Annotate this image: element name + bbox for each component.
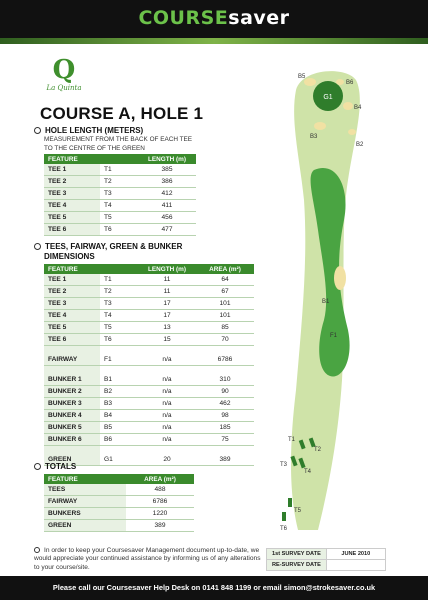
survey-first-value: JUNE 2010 [326, 549, 385, 560]
dimensions-heading-text-1: TEES, FAIRWAY, GREEN & BUNKER [45, 242, 183, 251]
value-cell: 385 [138, 164, 196, 176]
label-b5: B5 [298, 74, 306, 80]
table-row [44, 274, 254, 286]
value-cell: 11 [138, 274, 196, 286]
update-note-text: In order to keep your Coursesaver Management document up-to-date, we would appreciate your continued assistance by informing us of any alterations to your course/site. [34, 547, 261, 571]
totals-table [44, 474, 194, 532]
feature-cell: TEE 1 [44, 274, 100, 286]
value-cell: 15 [138, 334, 196, 346]
feature-cell: GREEN [44, 446, 100, 466]
feature-cell: BUNKERS [44, 508, 126, 520]
logo-letter: Q [52, 55, 76, 85]
feature-cell: BUNKER 1 [44, 366, 100, 386]
hole-map [268, 60, 388, 540]
hole-length-heading-text: HOLE LENGTH (METERS) [45, 126, 144, 135]
feature-cell: BUNKER 2 [44, 386, 100, 398]
feature-cell: TEE 5 [44, 322, 100, 334]
value-cell: T3 [100, 298, 138, 310]
value-cell: 412 [138, 188, 196, 200]
column-header: LENGTH (m) [138, 264, 196, 274]
feature-cell: TEE 1 [44, 164, 100, 176]
value-cell: n/a [138, 410, 196, 422]
bunker-b6 [336, 79, 344, 85]
value-cell: n/a [138, 398, 196, 410]
dimensions-heading-2: DIMENSIONS [44, 252, 95, 261]
tee-t6 [282, 512, 286, 521]
column-header [100, 154, 138, 164]
hole-length-subtitle-1: MEASUREMENT FROM THE BACK OF EACH TEE [44, 136, 193, 143]
label-t1: T1 [288, 437, 296, 443]
column-header: AREA (m²) [196, 264, 254, 274]
feature-cell: TEE 3 [44, 298, 100, 310]
feature-cell: FAIRWAY [44, 496, 126, 508]
label-b3: B3 [310, 134, 318, 140]
feature-cell: TEES [44, 484, 126, 496]
bullet-icon [34, 127, 41, 134]
value-cell: n/a [138, 422, 196, 434]
table-row [44, 286, 254, 298]
value-cell: T5 [100, 212, 138, 224]
value-cell: B4 [100, 410, 138, 422]
survey-table [266, 548, 386, 571]
value-cell: 67 [196, 286, 254, 298]
table-row [44, 346, 254, 366]
feature-cell: TEE 4 [44, 200, 100, 212]
value-cell: 389 [196, 446, 254, 466]
table-row [44, 484, 194, 496]
column-header: FEATURE [44, 264, 100, 274]
value-cell: B5 [100, 422, 138, 434]
survey-first-label: 1st SURVEY DATE [267, 549, 327, 560]
column-header: FEATURE [44, 474, 126, 484]
value-cell: 477 [138, 224, 196, 236]
feature-cell: TEE 3 [44, 188, 100, 200]
feature-cell: TEE 2 [44, 286, 100, 298]
value-cell: 20 [138, 446, 196, 466]
value-cell: T2 [100, 286, 138, 298]
value-cell: T5 [100, 322, 138, 334]
value-cell: 17 [138, 310, 196, 322]
dimensions-heading [34, 242, 182, 251]
table-row [44, 410, 254, 422]
value-cell: 185 [196, 422, 254, 434]
label-b6: B6 [346, 80, 354, 86]
label-t6: T6 [280, 526, 288, 532]
value-cell: B6 [100, 434, 138, 446]
value-cell: T3 [100, 188, 138, 200]
value-cell: 75 [196, 434, 254, 446]
feature-cell: TEE 2 [44, 176, 100, 188]
footer-contact: Please call our Coursesaver Help Desk on 0141 848 1199 or email simon@strokesaver.co.uk [0, 576, 428, 600]
value-cell: B2 [100, 386, 138, 398]
label-g1: G1 [323, 94, 333, 101]
label-t4: T4 [304, 469, 312, 475]
value-cell: 101 [196, 310, 254, 322]
table-row [44, 322, 254, 334]
tee-t5 [288, 498, 292, 507]
value-cell: n/a [138, 366, 196, 386]
value-cell: 462 [196, 398, 254, 410]
value-cell: T4 [100, 200, 138, 212]
feature-cell: BUNKER 5 [44, 422, 100, 434]
brand-part1: COURSE [138, 7, 229, 29]
hole-length-heading [34, 126, 143, 135]
bunker-b5 [304, 78, 316, 86]
column-header: LENGTH (m) [138, 154, 196, 164]
value-cell: n/a [138, 434, 196, 446]
totals-heading-text: TOTALS [45, 462, 77, 471]
table-row [44, 212, 196, 224]
value-cell: T4 [100, 310, 138, 322]
feature-cell: FAIRWAY [44, 346, 100, 366]
value-cell: 98 [196, 410, 254, 422]
table-row [44, 200, 196, 212]
value-cell: T6 [100, 334, 138, 346]
value-cell: 456 [138, 212, 196, 224]
header-stripe [0, 38, 428, 44]
label-t5: T5 [294, 508, 302, 514]
value-cell: 13 [138, 322, 196, 334]
value-cell: 101 [196, 298, 254, 310]
feature-cell: TEE 5 [44, 212, 100, 224]
feature-cell: BUNKER 3 [44, 398, 100, 410]
survey-resurvey-value [326, 560, 385, 571]
value-cell: G1 [100, 446, 138, 466]
table-row [44, 188, 196, 200]
label-b4: B4 [354, 105, 362, 111]
table-row [44, 508, 194, 520]
value-cell: 11 [138, 286, 196, 298]
hole-length-subtitle-2: TO THE CENTRE OF THE GREEN [44, 144, 145, 152]
value-cell: 411 [138, 200, 196, 212]
survey-resurvey-label: RE-SURVEY DATE [267, 560, 327, 571]
value-cell: n/a [138, 386, 196, 398]
value-cell: T1 [100, 274, 138, 286]
dimensions-table [44, 264, 254, 466]
hole-length-subtitle [44, 136, 192, 153]
label-t2: T2 [314, 447, 322, 453]
brand-logo [0, 7, 428, 29]
logo-name: La Quinta [46, 84, 82, 92]
page-title: COURSE A, HOLE 1 [40, 104, 204, 123]
table-row [44, 434, 254, 446]
table-row [44, 386, 254, 398]
value-cell: 386 [138, 176, 196, 188]
table-row [44, 224, 196, 236]
label-b2: B2 [356, 142, 364, 148]
bunker-b1 [334, 266, 346, 290]
column-header: FEATURE [44, 154, 100, 164]
value-cell: 90 [196, 386, 254, 398]
bunker-b2 [348, 129, 356, 135]
bullet-icon [34, 463, 41, 470]
value-cell: 310 [196, 366, 254, 386]
value-cell: B1 [100, 366, 138, 386]
table-row [44, 398, 254, 410]
value-cell: 488 [126, 484, 194, 496]
label-b1: B1 [322, 299, 330, 305]
label-f1: F1 [330, 333, 338, 339]
table-row [44, 334, 254, 346]
feature-cell: TEE 6 [44, 334, 100, 346]
table-row [44, 520, 194, 532]
value-cell: T2 [100, 176, 138, 188]
header-bar [0, 0, 428, 38]
value-cell: 70 [196, 334, 254, 346]
feature-cell: GREEN [44, 520, 126, 532]
value-cell: F1 [100, 346, 138, 366]
hole-length-table [44, 154, 196, 236]
value-cell: n/a [138, 346, 196, 366]
table-row [44, 298, 254, 310]
value-cell: 17 [138, 298, 196, 310]
label-t3: T3 [280, 462, 288, 468]
value-cell: 389 [126, 520, 194, 532]
table-row [44, 422, 254, 434]
update-note [34, 547, 262, 572]
table-row [44, 164, 196, 176]
value-cell: 85 [196, 322, 254, 334]
bullet-icon [34, 243, 41, 250]
value-cell: T6 [100, 224, 138, 236]
brand-part2: saver [228, 7, 290, 29]
table-row [44, 366, 254, 386]
value-cell: 64 [196, 274, 254, 286]
table-row [44, 176, 196, 188]
bunker-b3 [314, 122, 326, 130]
value-cell: 1220 [126, 508, 194, 520]
feature-cell: TEE 4 [44, 310, 100, 322]
table-row [44, 496, 194, 508]
totals-heading [34, 462, 76, 471]
value-cell: 6786 [126, 496, 194, 508]
feature-cell: BUNKER 6 [44, 434, 100, 446]
column-header: AREA (m²) [126, 474, 194, 484]
value-cell: 6786 [196, 346, 254, 366]
table-row [44, 310, 254, 322]
feature-cell: BUNKER 4 [44, 410, 100, 422]
bullet-icon [34, 547, 40, 553]
value-cell: B3 [100, 398, 138, 410]
bunker-b4 [343, 102, 353, 110]
feature-cell: TEE 6 [44, 224, 100, 236]
value-cell: T1 [100, 164, 138, 176]
column-header [100, 264, 138, 274]
la-quinta-logo [34, 56, 94, 92]
